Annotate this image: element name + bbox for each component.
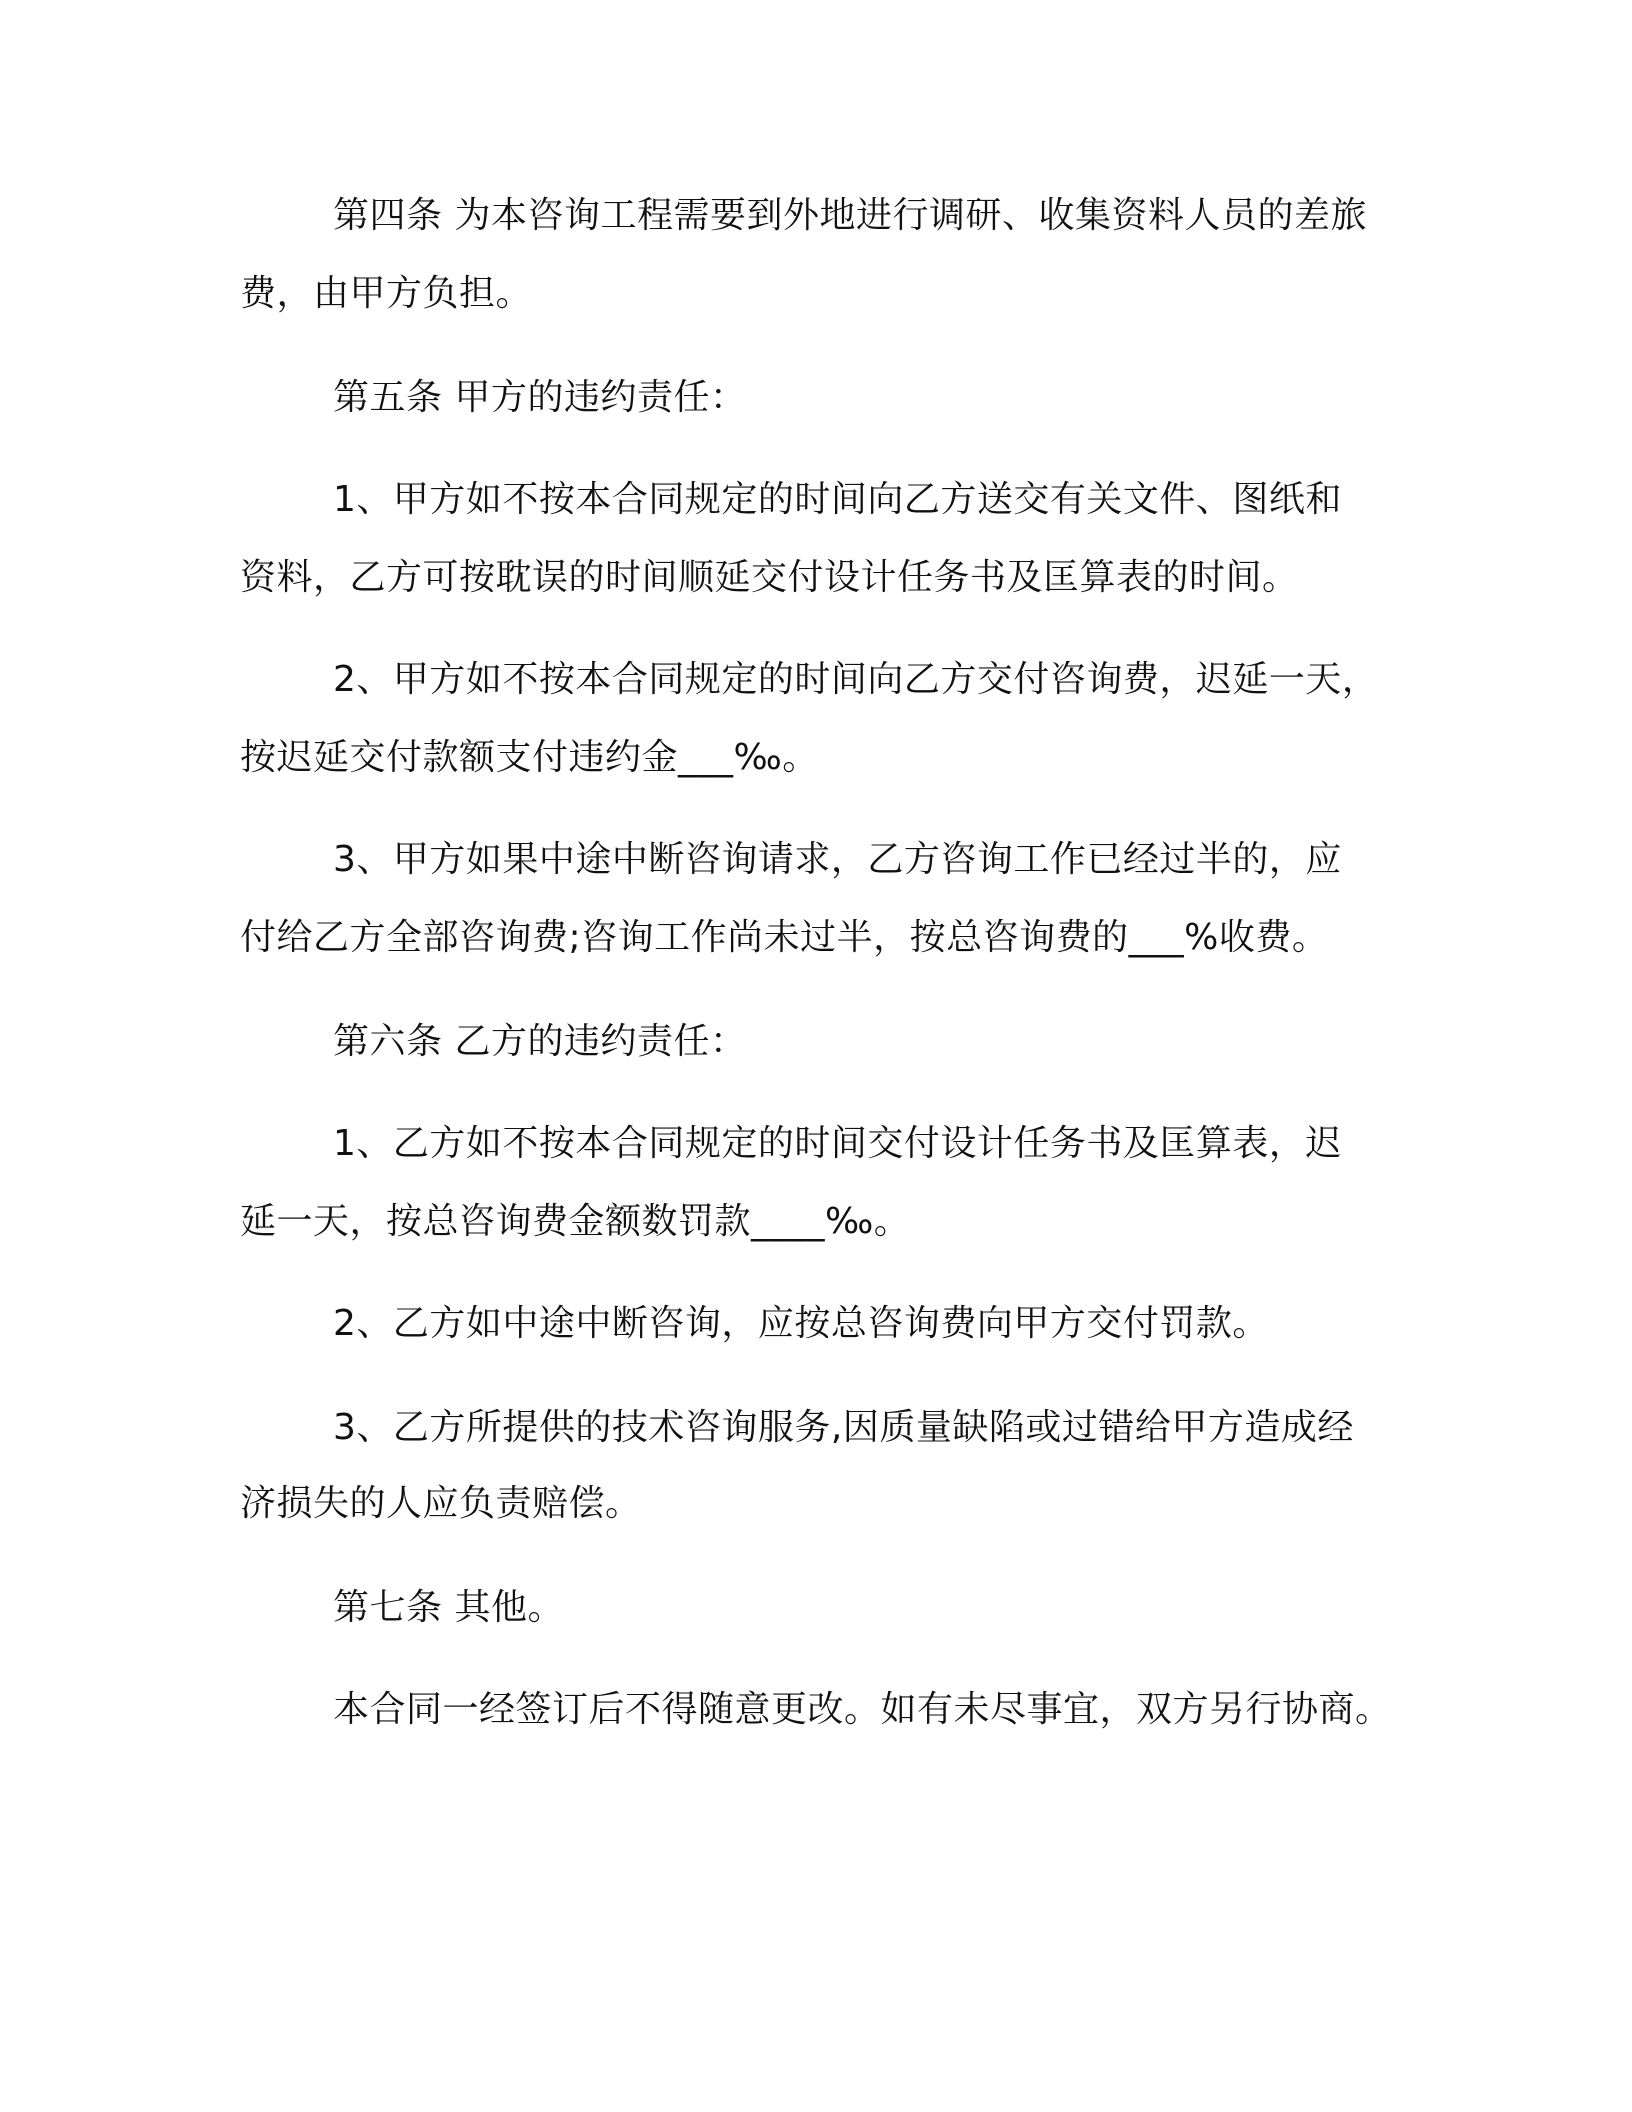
article-5-item-2-line-1: 2、甲方如不按本合同规定的时间向乙方交付咨询费，迟延一天， <box>333 659 1379 700</box>
article-5-item-1-line-2: 资料，乙方可按耽误的时间顺延交付设计任务书及匡算表的时间。 <box>240 557 1299 598</box>
article-5-heading: 第五条 甲方的违约责任： <box>333 377 747 418</box>
article-6-item-3-line-1: 3、乙方所提供的技术咨询服务,因质量缺陷或过错给甲方造成经 <box>333 1407 1354 1448</box>
article-6-item-2: 2、乙方如中途中断咨询，应按总咨询费向甲方交付罚款。 <box>333 1303 1269 1344</box>
article-4-line-1: 第四条 为本咨询工程需要到外地进行调研、收集资料人员的差旅 <box>333 195 1367 236</box>
article-6-item-3-line-2: 济损失的人应负责赔偿。 <box>240 1483 642 1524</box>
article-7-body: 本合同一经签订后不得随意更改。如有未尽事宜，双方另行协商。 <box>333 1689 1392 1730</box>
article-7-heading: 第七条 其他。 <box>333 1587 564 1628</box>
article-6-item-1-line-2: 延一天，按总咨询费金额数罚款____‰。 <box>240 1201 911 1242</box>
article-6-item-1-line-1: 1、乙方如不按本合同规定的时间交付设计任务书及匡算表，迟 <box>333 1123 1342 1164</box>
article-5-item-2-line-2: 按迟延交付款额支付违约金___‰。 <box>240 737 819 778</box>
article-5-item-3-line-2: 付给乙方全部咨询费;咨询工作尚未过半，按总咨询费的___%收费。 <box>240 917 1329 958</box>
article-6-heading: 第六条 乙方的违约责任： <box>333 1021 747 1062</box>
article-5-item-3-line-1: 3、甲方如果中途中断咨询请求，乙方咨询工作已经过半的，应 <box>333 839 1342 880</box>
article-4-line-2: 费，由甲方负担。 <box>240 273 533 314</box>
article-5-item-1-line-1: 1、甲方如不按本合同规定的时间向乙方送交有关文件、图纸和 <box>333 479 1342 520</box>
